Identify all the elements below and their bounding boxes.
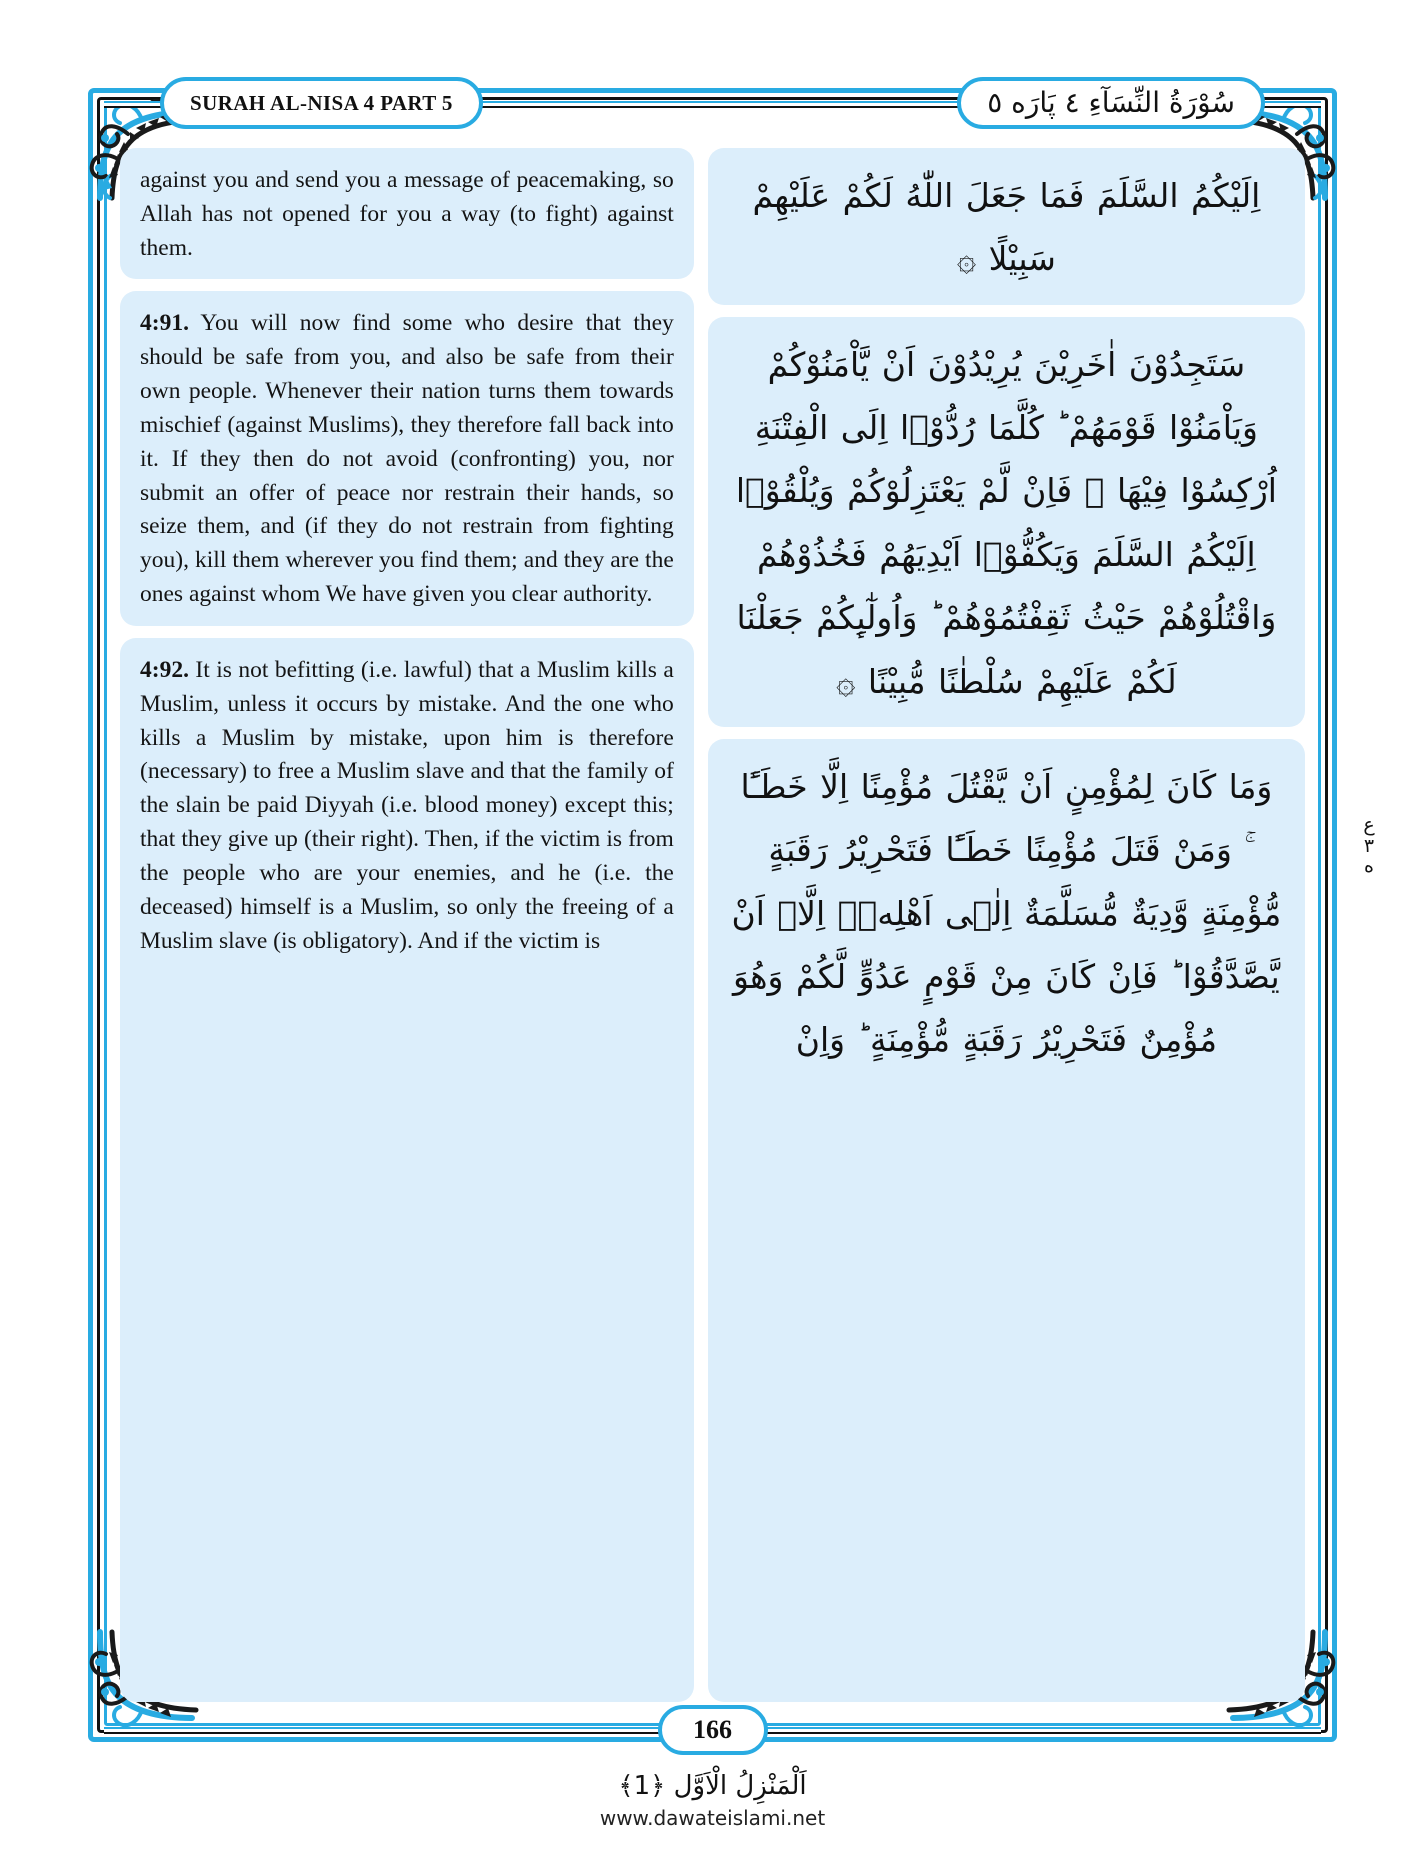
- page-number-badge: [658, 1705, 768, 1755]
- surah-title-text: SURAH AL-NISA 4 PART 5: [190, 90, 453, 115]
- arabic-verse-panel: سَتَجِدُوْنَ اٰخَرِيْنَ يُرِيْدُوْنَ اَنْ يَّاْمَنُوْكُمْ وَيَاْمَنُوْا قَوْمَهُمْ ؕ كُلَّمَا رُدُّوْۤا اِلَى الْفِتْنَةِ اُرْكِسُوْا فِيْهَا ۚ فَاِنْ لَّمْ يَعْتَزِلُوْكُمْ وَيُلْقُوْۤا اِلَيْكُمُ السَّلَمَ وَيَكُفُّوْۤا اَيْدِيَهُمْ فَخُذُوْهُمْ وَاقْتُلُوْهُمْ حَيْثُ ثَقِفْتُمُوْهُمْ ؕ وَاُولٰٓىِٕكُمْ جَعَلْنَا لَكُمْ عَلَيْهِمْ سُلْطٰنًا مُّبِيْنًا ۞: [708, 317, 1305, 727]
- verse-number: 4:91.: [140, 310, 189, 337]
- page-footer: [104, 1702, 1321, 1758]
- ruku-marker-line: ع: [1363, 814, 1375, 836]
- page-number-text: 166: [693, 1715, 732, 1744]
- verse-number: 4:92.: [140, 656, 189, 683]
- translation-panel: [120, 291, 694, 625]
- ruku-marker-line: ٣: [1363, 834, 1375, 857]
- footer-caption: [0, 1771, 1425, 1830]
- page-header: [104, 75, 1321, 131]
- verse-translation-text: You will now find some who desire that they should be safe from you, and also be safe from their own people. Whenever their nation turns them towards mischief (against Muslims), they therefore fall back into it. If they then do not avoid (confronting) you, nor submit an offer of peace nor restrain their hands, so seize them, and (if they do not restrain from fighting you), kill them wherever you find them; and they are the ones against whom We have given you clear authority.: [140, 310, 674, 608]
- ruku-marker-line: ه: [1364, 855, 1374, 878]
- surah-title-badge: [160, 77, 483, 129]
- arabic-verse-panel: اِلَيْكُمُ السَّلَمَ فَمَا جَعَلَ اللّٰهُ لَكُمْ عَلَيْهِمْ سَبِيْلًا ۞: [708, 148, 1305, 305]
- page-content: [120, 148, 1305, 1702]
- translation-column: [120, 148, 694, 1702]
- verse-translation-text: against you and send you a message of peacemaking, so Allah has not opened for you a way (to fight) against them.: [140, 167, 674, 261]
- translation-panel: [120, 148, 694, 279]
- manzil-label: اَلْمَنْزِلُ الْاَوَّل ﴿1﴾: [618, 1770, 807, 1801]
- verse-translation-text: It is not befitting (i.e. lawful) that a Muslim kills a Muslim, unless it occurs by mistake. And the one who kills a Muslim by mistake, upon him is therefore (necessary) to free a Muslim slave and that the family of the slain be paid Diyyah (i.e. blood money) except this; that they give up (their right). Then, if the victim is from the people who are your enemies, and he (i.e. the deceased) himself is a Muslim, so only the freeing of a Muslim slave (is obligatory). And if the victim is: [140, 656, 674, 954]
- translation-panel: [120, 638, 694, 1702]
- surah-title-arabic-text: سُوْرَةُ النِّسَآءِ ٤ پَارَه ٥: [987, 86, 1235, 119]
- surah-title-arabic-badge: [957, 77, 1265, 129]
- ruku-marker: [1347, 815, 1391, 877]
- website-url[interactable]: www.dawateislami.net: [599, 1806, 826, 1830]
- arabic-column: [708, 148, 1305, 1702]
- arabic-verse-panel: وَمَا كَانَ لِمُؤْمِنٍ اَنْ يَّقْتُلَ مُؤْمِنًا اِلَّا خَطَـًٔا ۚ وَمَنْ قَتَلَ مُؤْمِنًا خَطَـًٔا فَتَحْرِيْرُ رَقَبَةٍ مُّؤْمِنَةٍ وَّدِيَةٌ مُّسَلَّمَةٌ اِلٰۤى اَهْلِهٖۤ اِلَّاۤ اَنْ يَّصَّدَّقُوْا ؕ فَاِنْ كَانَ مِنْ قَوْمٍ عَدُوٍّ لَّكُمْ وَهُوَ مُؤْمِنٌ فَتَحْرِيْرُ رَقَبَةٍ مُّؤْمِنَةٍ ؕ وَاِنْ: [708, 739, 1305, 1702]
